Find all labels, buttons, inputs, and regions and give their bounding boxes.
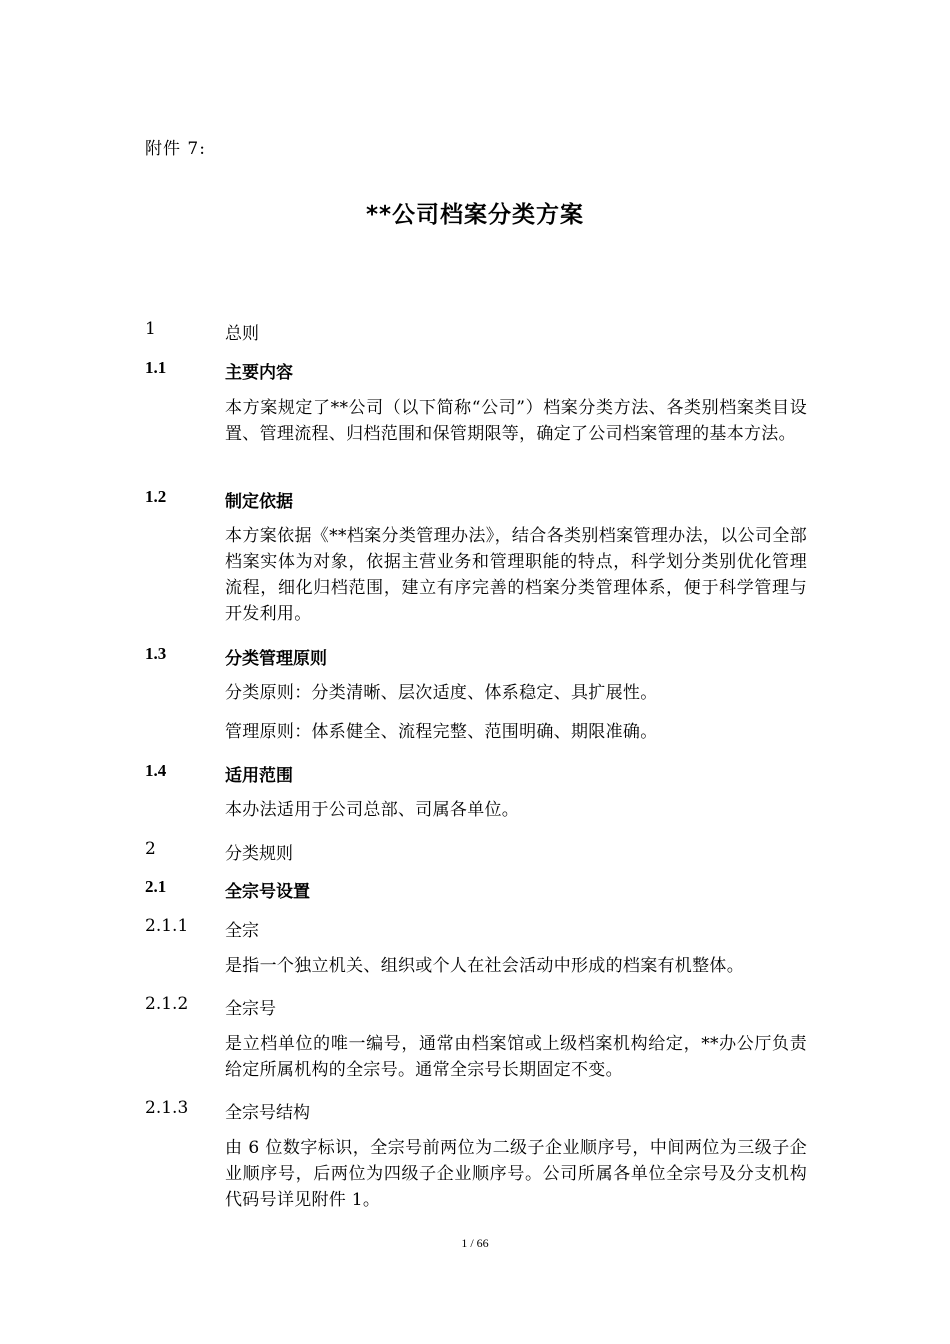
attachment-label: 附件 7: [145, 139, 206, 159]
section-number: 1.1 [145, 358, 167, 377]
paragraph-classification-principle: 分类原则：分类清晰、层次适度、体系稳定、具扩展性。 [225, 683, 658, 703]
paragraph-scope: 本办法适用于公司总部、司属各单位。 [225, 800, 520, 820]
section-number: 1 [145, 319, 156, 339]
section-title: 分类规则 [225, 844, 293, 864]
section-number: 2.1.2 [145, 994, 189, 1014]
section-title: 分类管理原则 [225, 649, 327, 669]
section-number: 2 [145, 839, 156, 859]
section-number: 1.2 [145, 487, 167, 506]
section-title: 全宗 [225, 921, 259, 941]
section-title: 总则 [225, 324, 259, 344]
section-title: 全宗号设置 [225, 882, 310, 902]
section-number: 2.1.3 [145, 1098, 189, 1118]
section-number: 2.1.1 [145, 916, 189, 936]
paragraph-main-content: 本方案规定了**公司（以下简称“公司”）档案分类方法、各类别档案类目设置、管理流程、归档范围和保管期限等，确定了公司档案管理的基本方法。 [225, 398, 807, 444]
page-number: 1 / 66 [461, 1236, 489, 1250]
section-number: 2.1 [145, 877, 167, 896]
section-number: 1.3 [145, 644, 167, 663]
paragraph-fonds-structure: 由 6 位数字标识，全宗号前两位为二级子企业顺序号，中间两位为三级子企业顺序号，后两位为四级子企业顺序号。公司所属各单位全宗号及分支机构代码号详见附件 1。 [225, 1138, 807, 1210]
section-title: 制定依据 [225, 492, 293, 512]
section-number: 1.4 [145, 761, 167, 780]
section-title: 全宗号 [225, 999, 276, 1019]
document-title: **公司档案分类方案 [365, 202, 585, 228]
paragraph-fonds-definition: 是指一个独立机关、组织或个人在社会活动中形成的档案有机整体。 [225, 956, 744, 976]
section-title: 适用范围 [225, 766, 293, 786]
section-title: 主要内容 [225, 363, 293, 383]
paragraph-management-principle: 管理原则：体系健全、流程完整、范围明确、期限准确。 [225, 722, 658, 742]
paragraph-basis: 本方案依据《**档案分类管理办法》，结合各类别档案管理办法，以公司全部档案实体为对象，依据主营业务和管理职能的特点，科学划分类别优化管理流程，细化归档范围，建立有序完善的档案分类管理体系，便于科学管理与开发利用。 [225, 526, 807, 624]
section-title: 全宗号结构 [225, 1103, 310, 1123]
paragraph-fonds-number: 是立档单位的唯一编号，通常由档案馆或上级档案机构给定，**办公厅负责给定所属机构的全宗号。通常全宗号长期固定不变。 [225, 1034, 807, 1080]
